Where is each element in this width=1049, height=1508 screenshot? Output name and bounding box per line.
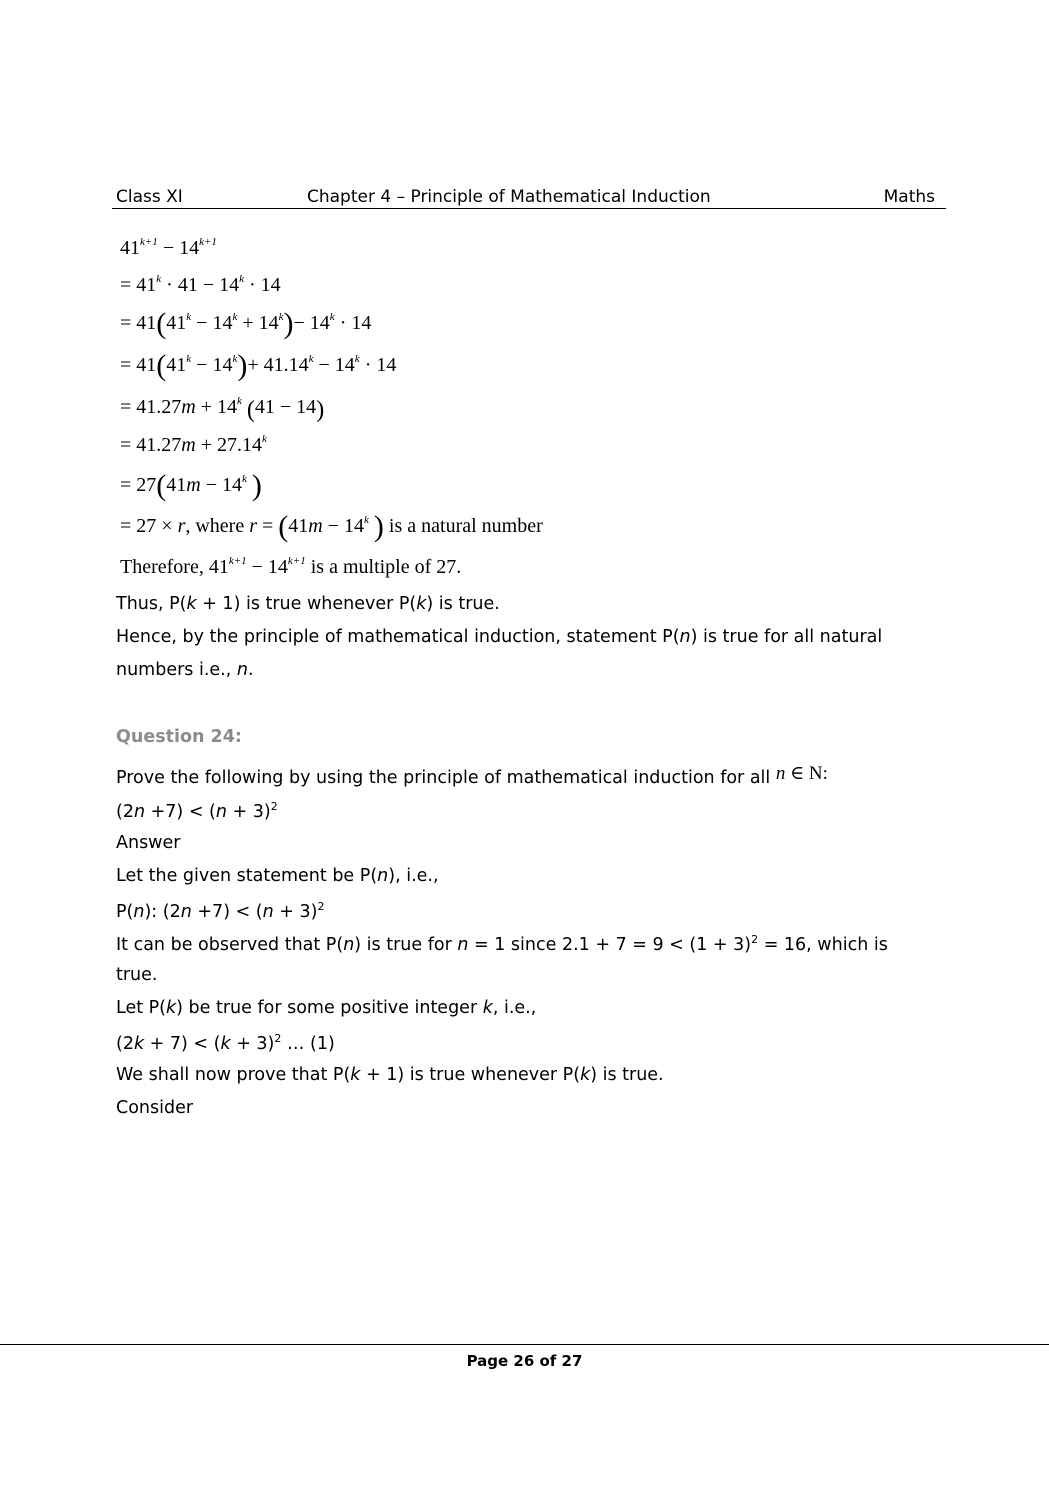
question-prompt-math: n ∈ N: bbox=[775, 763, 828, 784]
math-line-5: = $41.27m + 14^k$ (41 − 14) bbox=[120, 395, 325, 423]
math-line-3: = $41(41^k - 14^k + 14^k)- 14^k \cdot 14$ bbox=[120, 307, 372, 340]
question-title: Question 24: bbox=[116, 727, 242, 747]
conclusion-line-3: numbers i.e., n. bbox=[116, 660, 254, 680]
math-line-7: = $27(41m - 14^k$ ) bbox=[120, 469, 262, 502]
answer-label: Answer bbox=[116, 833, 181, 853]
answer-line-6: $(2k + 7) < (k + 3)^2$ … (1) bbox=[116, 1032, 335, 1054]
answer-line-2: P(n): $(2n +7) < (n + 3)^2$ bbox=[116, 900, 325, 922]
question-prompt-text: Prove the following by using the principle of mathematical induction for all bbox=[116, 768, 771, 788]
math-line-9: Therefore, $41^{k+1} - 14^{k+1}$ is a multiple of 27. bbox=[120, 555, 462, 578]
question-prompt bbox=[116, 763, 828, 788]
answer-line-7: We shall now prove that P(k + 1) is true whenever P(k) is true. bbox=[116, 1065, 664, 1085]
header-chapter: Chapter 4 – Principle of Mathematical Induction bbox=[307, 187, 711, 207]
header-class: Class XI bbox=[116, 187, 183, 207]
answer-line-5: Let P(k) be true for some positive integer k, i.e., bbox=[116, 998, 537, 1018]
page-header bbox=[112, 186, 946, 209]
header-subject: Maths bbox=[883, 187, 935, 207]
math-line-6: = $41.27m + 27.14^k$ bbox=[120, 433, 267, 456]
math-line-2: = $41^k \cdot 41 - 14^k \cdot 14$ bbox=[120, 273, 281, 296]
question-statement: $(2n +7) < (n + 3)^2$ bbox=[116, 800, 278, 822]
answer-line-8: Consider bbox=[116, 1098, 194, 1118]
math-line-4: = $41(41^k - 14^k)+ 41.14^k - 14^k \cdot 14$ bbox=[120, 349, 397, 382]
answer-line-1: Let the given statement be P(n), i.e., bbox=[116, 866, 439, 886]
footer-divider bbox=[0, 1344, 1049, 1345]
answer-line-4: true. bbox=[116, 965, 158, 985]
conclusion-line-2: Hence, by the principle of mathematical induction, statement P(n) is true for all natural bbox=[116, 627, 883, 647]
conclusion-line-1: Thus, P(k + 1) is true whenever P(k) is true. bbox=[116, 594, 500, 614]
math-line-1: $41^{k+1} - 14^{k+1}$ bbox=[120, 236, 217, 259]
answer-line-3: It can be observed that P(n) is true for n = 1 since $2.1 + 7 = 9 < (1 + 3)^2 = 16$, which is bbox=[116, 933, 888, 955]
math-line-8: = 27 × r, where $r = (41m - 14^k$ ) is a natural number bbox=[120, 510, 543, 543]
page-number: Page 26 of 27 bbox=[466, 1352, 583, 1370]
